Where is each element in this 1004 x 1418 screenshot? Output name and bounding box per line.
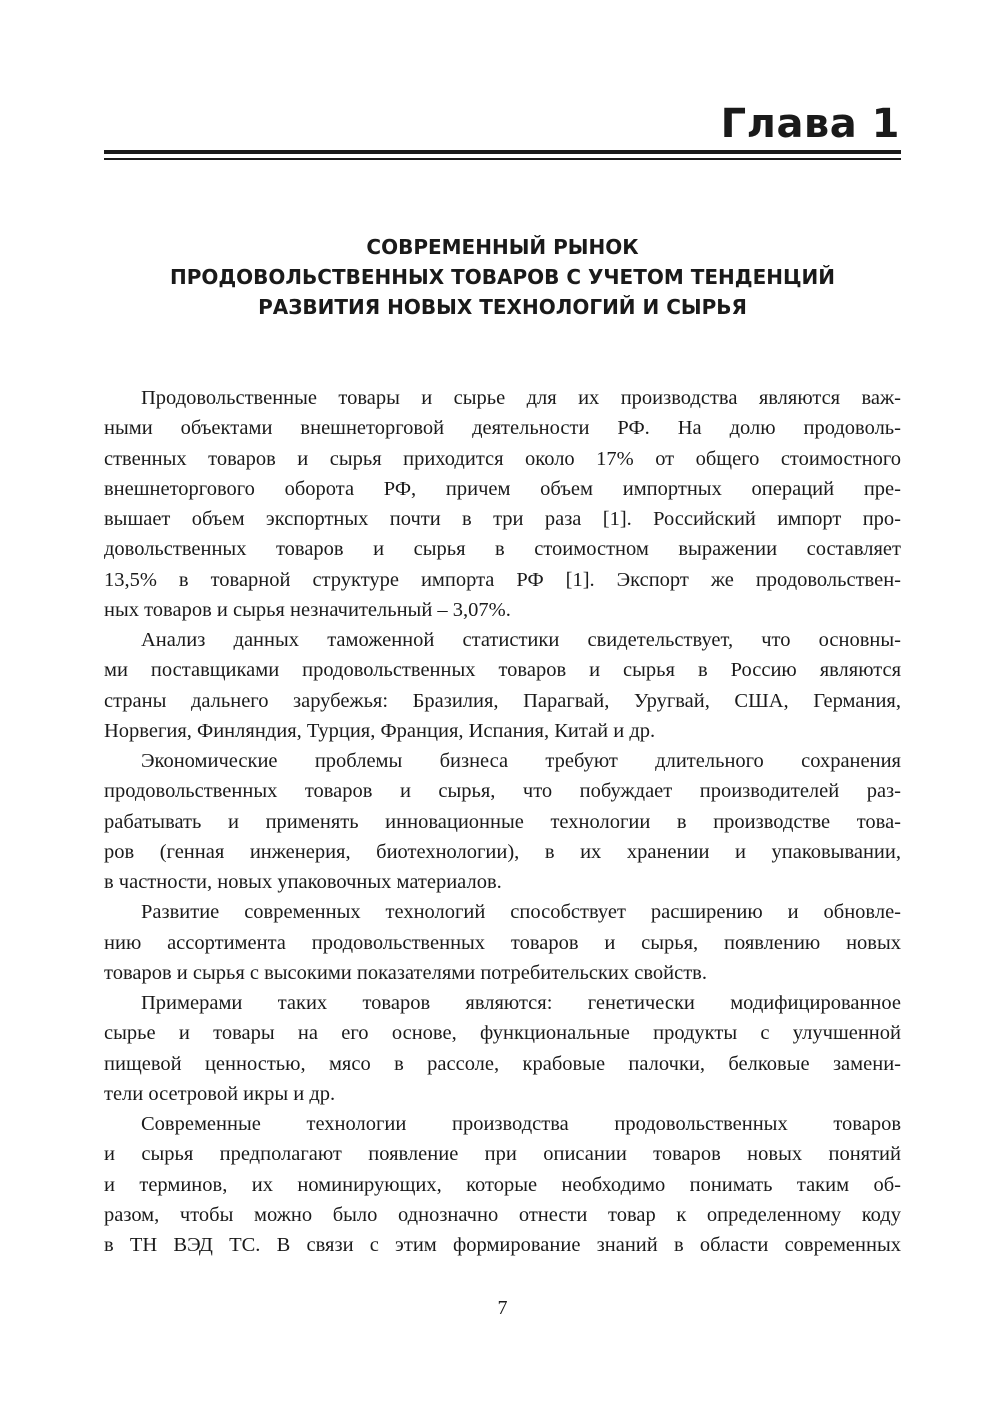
text-line: в частности, новых упаковочных материалов. xyxy=(104,871,502,893)
text-line: товаров и сырья с высокими показателями потребительских свойств. xyxy=(104,961,707,984)
page-number: 7 xyxy=(497,1297,508,1319)
text-line: продовольственных товаров и сырья, что побуждает производителей раз- xyxy=(104,780,901,803)
text-line: Анализ данных таможенной статистики свидетельствует, что основны- xyxy=(141,629,901,651)
chapter-rule-thin xyxy=(104,158,901,160)
text-line: и сырья предполагают появление при описании товаров новых понятий xyxy=(104,1143,901,1166)
text-line: страны дальнего зарубежья: Бразилия, Парагвай, Уругвай, США, Германия, xyxy=(104,689,901,712)
text-line: вышает объем экспортных почти в три раза [1]. Российский импорт про- xyxy=(104,508,901,530)
text-line: и терминов, их номинирующих, которые необходимо понимать таким об- xyxy=(104,1173,901,1196)
text-line: 13,5% в товарной структуре импорта РФ [1]. Экспорт же продовольствен- xyxy=(104,568,901,591)
text-line: ных товаров и сырья незначительный – 3,07%. xyxy=(104,598,511,621)
text-line: Продовольственные товары и сырье для их производства являются важ- xyxy=(141,387,901,409)
text-line: тели осетровой икры и др. xyxy=(104,1082,336,1105)
text-line: нию ассортимента продовольственных товаров и сырья, появлению новых xyxy=(104,931,901,954)
text-line: ми поставщиками продовольственных товаров и сырья в Россию являются xyxy=(104,659,901,682)
section-heading-line: СОВРЕМЕННЫЙ РЫНОК xyxy=(366,235,639,259)
paragraph xyxy=(104,988,901,1109)
text-line: Развитие современных технологий способствует расширению и обновле- xyxy=(141,901,901,924)
text-line: довольственных товаров и сырья в стоимостном выражении составляет xyxy=(104,538,901,561)
text-line: ными объектами внешнеторговой деятельности РФ. На долю продоволь- xyxy=(104,417,901,440)
chapter-title: Глава 1 xyxy=(720,101,900,147)
chapter-rule-thick xyxy=(104,150,901,154)
text-line: разом, чтобы можно было однозначно отнести товар к определенному коду xyxy=(104,1203,901,1226)
text-line: пищевой ценностью, мясо в рассоле, крабовые палочки, белковые замени- xyxy=(104,1052,901,1075)
text-line: в ТН ВЭД ТС. В связи с этим формирование знаний в области современных xyxy=(104,1234,901,1256)
section-heading xyxy=(104,232,901,322)
paragraph xyxy=(104,383,901,625)
text-line: Экономические проблемы бизнеса требуют длительного сохранения xyxy=(141,750,901,772)
text-line: сырье и товары на его основе, функциональные продукты с улучшенной xyxy=(104,1022,901,1045)
text-line: Примерами таких товаров являются: генетически модифицированное xyxy=(141,992,901,1014)
paragraph xyxy=(104,625,901,746)
text-line: ственных товаров и сырья приходится около 17% от общего стоимостного xyxy=(104,447,901,470)
section-heading-line: РАЗВИТИЯ НОВЫХ ТЕХНОЛОГИЙ И СЫРЬЯ xyxy=(258,295,747,319)
section-heading-line: ПРОДОВОЛЬСТВЕННЫХ ТОВАРОВ С УЧЕТОМ ТЕНДЕНЦИЙ xyxy=(169,265,836,289)
text-line: Норвегия, Финляндия, Турция, Франция, Испания, Китай и др. xyxy=(104,719,656,742)
text-line: ров (генная инженерия, биотехнологии), в их хранении и упаковывании, xyxy=(104,840,901,863)
paragraph xyxy=(104,746,901,897)
body-text xyxy=(104,383,901,1260)
text-line: рабатывать и применять инновационные технологии в производстве това- xyxy=(104,810,901,833)
text-line: внешнеторгового оборота РФ, причем объем импортных операций пре- xyxy=(104,477,901,500)
paragraph xyxy=(104,897,901,988)
text-line: Современные технологии производства продовольственных товаров xyxy=(141,1113,901,1135)
paragraph xyxy=(104,1109,901,1260)
